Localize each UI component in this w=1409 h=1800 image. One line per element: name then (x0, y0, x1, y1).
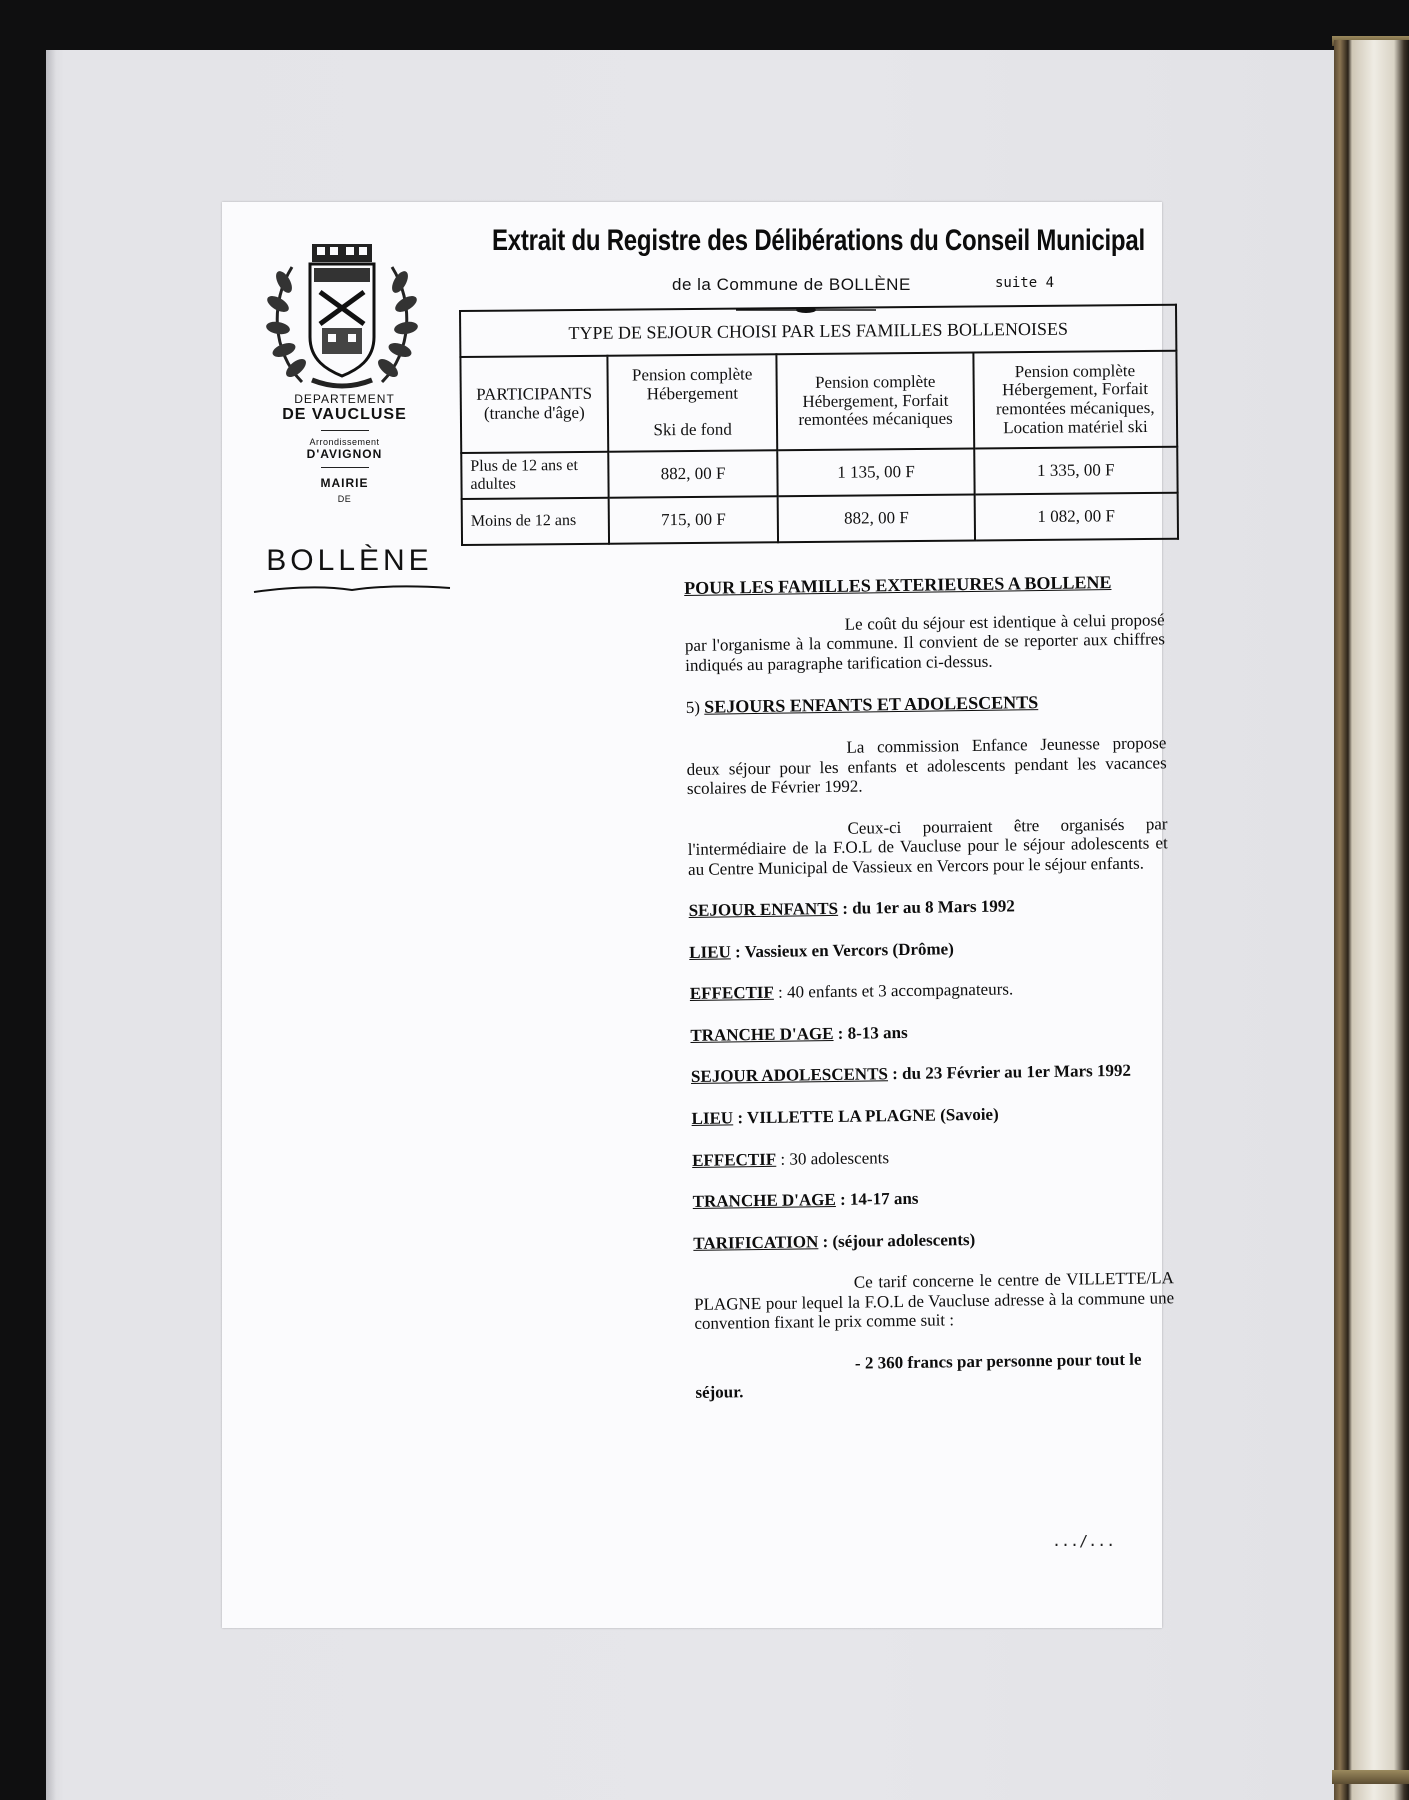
document-subtitle: de la Commune de BOLLÈNE (672, 275, 911, 294)
field-label: TARIFICATION (693, 1231, 819, 1253)
price-cell: 1 335, 00 F (974, 447, 1178, 495)
field-value: : 8-13 ans (833, 1022, 908, 1043)
field-value: : du 23 Février au 1er Mars 1992 (887, 1061, 1132, 1084)
rates-table (459, 304, 1179, 546)
mairie-label: MAIRIE (320, 476, 369, 490)
paragraph: Le coût du séjour est identique à celui proposé par l'organisme à la commune. Il convient de se reporter aux chiffres indiqués au paragraphe tarification ci-dessus. (684, 609, 1166, 675)
field-value: : (séjour adolescents) (818, 1229, 976, 1251)
field-value: : Vassieux en Vercors (Drôme) (730, 939, 954, 962)
field-value: : 14-17 ans (835, 1188, 919, 1210)
departement-name: DE VAUCLUSE (282, 406, 407, 423)
column-header-line: Ski de fond (653, 419, 732, 440)
price-cell: 1 082, 00 F (974, 493, 1178, 541)
town-name: BOLLÈNE (266, 544, 433, 577)
paragraph: Ce tarif concerne le centre de VILLETTE/LA PLAGNE pour lequel la F.O.L de Vaucluse adresse à la commune une convention fixant le prix comme suit : (694, 1268, 1175, 1334)
document-body (684, 571, 1175, 1403)
continuation-mark: .../... (1052, 1532, 1116, 1550)
field-value: : 30 adolescents (776, 1147, 890, 1169)
section-title: SEJOURS ENFANTS ET ADOLESCENTS (704, 692, 1039, 718)
price-cell: 882, 00 F (608, 450, 778, 497)
field-value: : 40 enfants et 3 accompagnateurs. (773, 979, 1014, 1003)
departement-label: DEPARTEMENT (294, 392, 395, 406)
price-cell: 715, 00 F (608, 496, 778, 543)
arrondissement-label: Arrondissement (309, 437, 380, 447)
section-number: 5) (685, 698, 701, 718)
document-sheet (222, 202, 1175, 1628)
column-header-participants: PARTICIPANTS (tranche d'âge) (460, 356, 608, 453)
de-label: DE (337, 494, 352, 504)
column-header-line: Pension complète (631, 364, 753, 385)
price-cell: 882, 00 F (778, 495, 975, 543)
column-header-forfait: Pension complète Hébergement, Forfait remontées mécaniques (777, 353, 974, 451)
field-value: : VILLETTE LA PLAGNE (Savoie) (732, 1104, 999, 1128)
field-value: : du 1er au 8 Mars 1992 (837, 896, 1015, 919)
row-label: Moins de 12 ans (462, 498, 609, 545)
column-header-ski-de-fond (607, 354, 777, 451)
letterhead-block (242, 392, 447, 504)
field-label: EFFECTIF (691, 1149, 777, 1170)
row-label: Plus de 12 ans et adultes (461, 452, 608, 499)
field-label: LIEU (691, 1108, 734, 1128)
price-line-end: séjour. (695, 1382, 744, 1403)
arrondissement-name: D'AVIGNON (306, 447, 383, 461)
field-label: LIEU (689, 942, 731, 962)
field-label: SEJOUR ENFANTS (688, 899, 839, 921)
table-title: TYPE DE SEJOUR CHOISI PAR LES FAMILLES BOLLENOISES (460, 305, 1176, 357)
swoosh-ornament (252, 582, 452, 596)
field-label: EFFECTIF (689, 983, 774, 1004)
paragraph: Ceux-ci pourraient être organisés par l'intermédiaire de la F.O.L de Vaucluse pour le séjour adolescents et au Centre Municipal de Vassieux en Vercors pour le séjour enfants. (687, 813, 1168, 879)
coat-of-arms-icon (262, 242, 422, 392)
field-label: TRANCHE D'AGE (690, 1023, 834, 1045)
table-row (461, 447, 1177, 499)
binder-edge (1334, 40, 1409, 1800)
column-header-line: Hébergement (646, 383, 739, 404)
column-header-location: Pension complète Hébergement, Forfait remontées mécaniques, Location matériel ski (973, 351, 1177, 449)
paragraph: La commission Enfance Jeunesse propose deux séjour pour les enfants et adolescents pendant les vacances scolaires de Février 1992. (686, 733, 1167, 799)
price-line: - 2 360 francs par personne pour tout le (854, 1349, 1142, 1373)
page-suite-label: suite 4 (995, 275, 1055, 291)
divider (321, 467, 369, 468)
binder-ring (1332, 1770, 1409, 1784)
field-label: SEJOUR ADOLESCENTS (690, 1064, 889, 1087)
divider (321, 430, 369, 431)
field-label: TRANCHE D'AGE (692, 1190, 836, 1212)
price-cell: 1 135, 00 F (778, 449, 975, 497)
page-edge-shadow (46, 50, 56, 1800)
table-row (462, 493, 1178, 545)
section-heading: POUR LES FAMILLES EXTERIEURES A BOLLENE (684, 572, 1112, 598)
document-title: Extrait du Registre des Délibérations du Conseil Municipal (492, 224, 1145, 257)
